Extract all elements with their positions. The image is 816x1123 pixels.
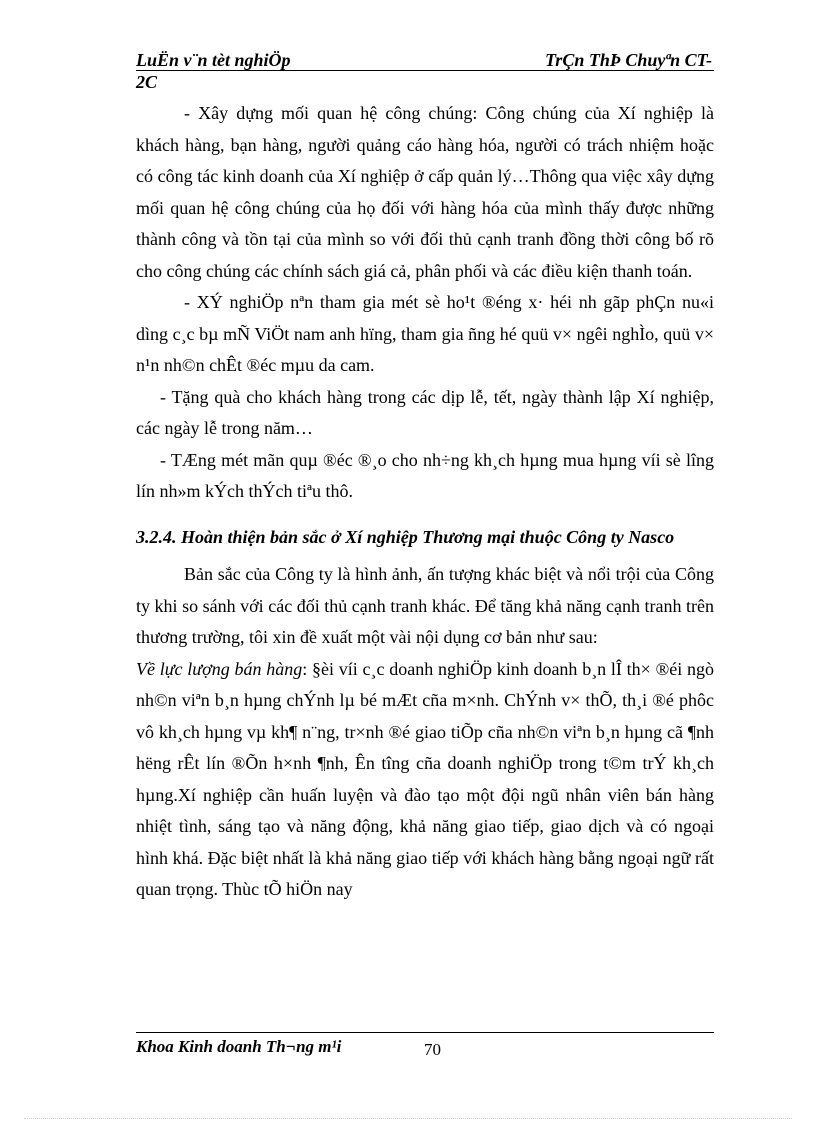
paragraph-special-gifts: - TÆng mét mãn quµ ®éc ®¸o cho nh÷ng kh¸ch hµng mua hµng víi sè lîng lín nh»m kÝch thÝch tiªu thô. <box>136 449 714 501</box>
header-right-continued: 2C <box>136 72 158 92</box>
paragraph-identity: Bản sắc của Công ty là hình ảnh, ấn tượng khác biệt và nổi trội của Công ty khi so sánh với các đối thủ cạnh tranh khác. Để tăng khả năng cạnh tranh trên thương trường, tôi xin đề xuất một vài nội dụng cơ bản như sau: <box>136 564 714 647</box>
footer-department: Khoa Kinh doanh Th¬ng m¹i <box>136 1037 342 1056</box>
page-number: 70 <box>424 1040 441 1059</box>
footer-divider <box>136 1032 714 1033</box>
sales-force-text: : §èi víi c¸c doanh nghiÖp kinh doanh b¸n lÎ th× ®éi ngò nh©n viªn b¸n hµng chÝnh lµ bé mÆt cña m×nh. ChÝnh v× thÕ, th¸i ®é phôc vô kh¸ch hµng vµ kh¶ n¨ng, tr×nh ®é giao tiÕp cña nh©n viªn b¸n hµng cã ¶nh hëng rÊt lín ®Õn h×nh ¶nh, Ên tîng cña doanh nghiÖp trong t©m trÝ kh¸ch hµng.Xí nghiệp cần huấn luyện và đào tạo một đội ngũ nhân viên bán hàng nhiệt tình, sáng tạo và năng động, khả năng giao tiếp, giao dịch và có ngoại hình khá. Đặc biệt nhất là khả năng giao tiếp với khách hàng bằng ngoại ngữ rất quan trọng. Thùc tÕ hiÖn nay <box>136 658 714 899</box>
paragraph-sales-force <box>136 654 714 906</box>
page-edge <box>24 1118 792 1119</box>
header-left: LuËn v¨n tèt nghiÖp <box>136 50 291 70</box>
sales-force-lead: Về lực lượng bán hàng <box>136 658 303 679</box>
paragraph-gifts: - Tặng quà cho khách hàng trong các dịp lễ, tết, ngày thành lập Xí nghiệp, các ngày lễ trong năm… <box>136 386 714 438</box>
header-divider <box>136 70 714 71</box>
paragraph-public-relations: - Xây dựng mối quan hệ công chúng: Công chúng của Xí nghiệp là khách hàng, bạn hàng, người quảng cáo hàng hóa, người có trách nhiệm hoặc có công tác kinh doanh của Xí nghiệp ở cấp quản lý…Thông qua việc xây dựng mối quan hệ công chúng của họ đối với hàng hóa của mình thấy được những thành công và tồn tại của mình so với đối thủ cạnh tranh đồng thời công bố rõ cho công chúng các chính sách giá cả, phân phối và các điều kiện thanh toán. <box>136 103 714 281</box>
document-body <box>136 98 714 906</box>
section-heading: 3.2.4. Hoàn thiện bản sắc ở Xí nghiệp Thương mại thuộc Công ty Nasco <box>136 526 675 547</box>
paragraph-social-activities: - XÝ nghiÖp nªn tham gia mét sè ho¹t ®éng x· héi nh gãp phÇn nu«i dìng c¸c bµ mÑ ViÖt nam anh hïng, tham gia ñng hé quü v× ngêi nghÌo, quü v× n¹n nh©n chÊt ®éc mµu da cam. <box>136 292 714 375</box>
header-right: TrÇn ThÞ Chuyªn CT- <box>544 50 712 70</box>
